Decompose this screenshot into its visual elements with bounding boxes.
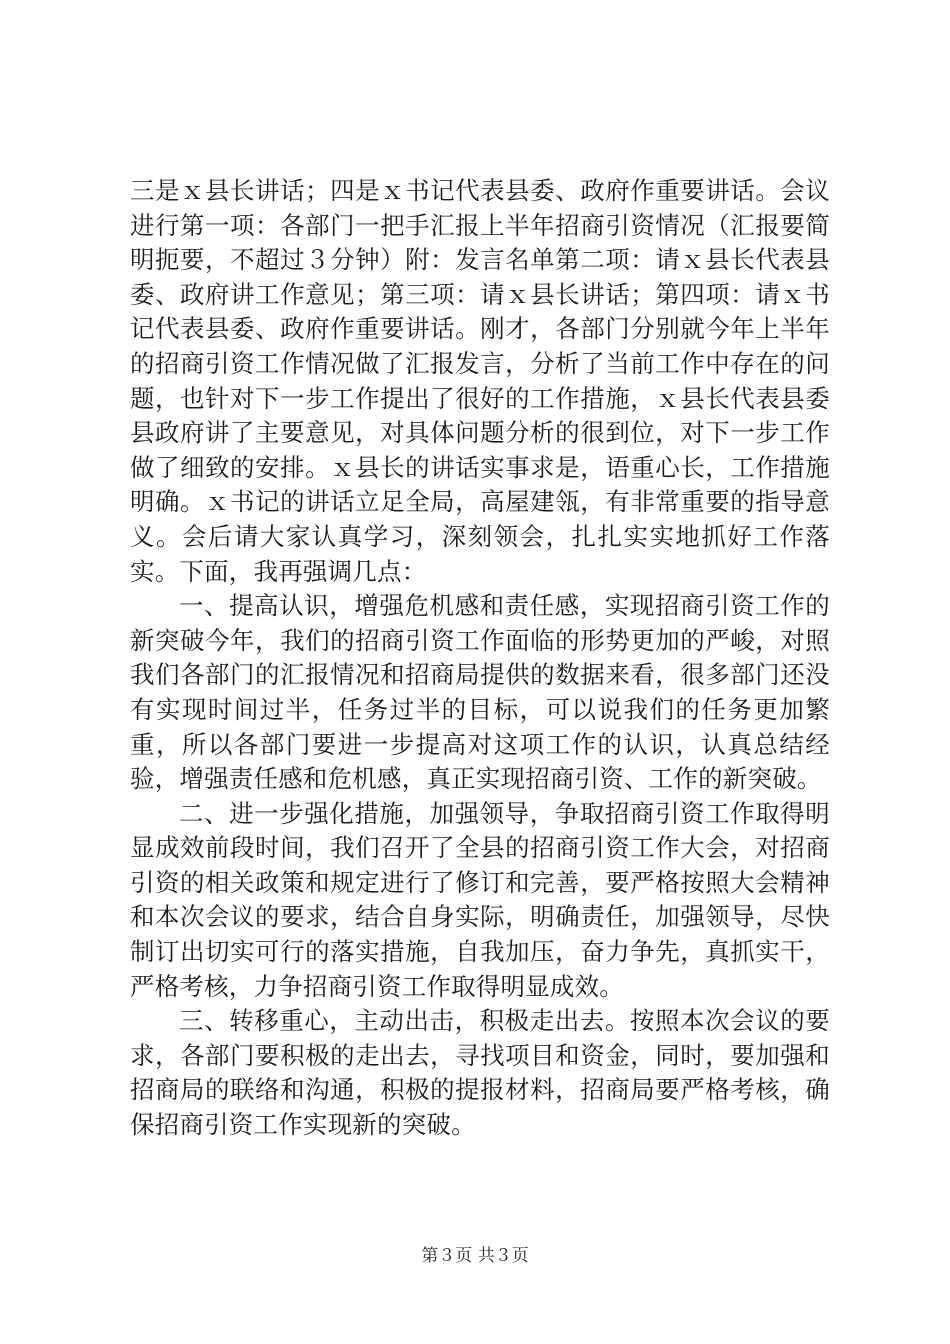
page-number-footer: 第３页 共３页: [421, 1246, 529, 1266]
paragraph-point-two: 二、进一步强化措施，加强领导，争取招商引资工作取得明显成效前段时间，我们召开了全县的招商引资工作大会，对招商引资的相关政策和规定进行了修订和完善，要严格按照大会精神和本次会议的要求，结合自身实际，明确责任，加强领导，尽快制订出切实可行的落实措施，自我加压，奋力争先，真抓实干，严格考核，力争招商引资工作取得明显成效。: [130, 798, 830, 1001]
document-body: [130, 174, 830, 1143]
paragraph-point-three: 三、转移重心，主动出击，积极走出去。按照本次会议的要求，各部门要积极的走出去，寻找项目和资金，同时，要加强和招商局的联络和沟通，积极的提报材料，招商局要严格考核，确保招商引资工作实现新的突破。: [130, 1006, 830, 1140]
paragraph-point-one: 一、提高认识，增强危机感和责任感，实现招商引资工作的新突破今年，我们的招商引资工作面临的形势更加的严峻，对照我们各部门的汇报情况和招商局提供的数据来看，很多部门还没有实现时间过半，任务过半的目标，可以说我们的任务更加繁重，所以各部门要进一步提高对这项工作的认识，认真总结经验，增强责任感和危机感，真正实现招商引资、工作的新突破。: [130, 591, 830, 794]
paragraph-meeting-agenda: 三是ｘ县长讲话；四是ｘ书记代表县委、政府作重要讲话。会议进行第一项：各部门一把手汇报上半年招商引资情况（汇报要简明扼要，不超过３分钟）附：发言名单第二项：请ｘ县长代表县委、政府讲工作意见；第三项：请ｘ县长讲话；第四项：请ｘ书记代表县委、政府作重要讲话。刚才，各部门分别就今年上半年的招商引资工作情况做了汇报发言，分析了当前工作中存在的问题，也针对下一步工作提出了很好的工作措施，ｘ县长代表县委县政府讲了主要意见，对具体问题分析的很到位，对下一步工作做了细致的安排。ｘ县长的讲话实事求是，语重心长，工作措施明确。ｘ书记的讲话立足全局，高屋建瓴，有非常重要的指导意义。会后请大家认真学习，深刻领会，扎扎实实地抓好工作落实。下面，我再强调几点：: [130, 176, 830, 586]
